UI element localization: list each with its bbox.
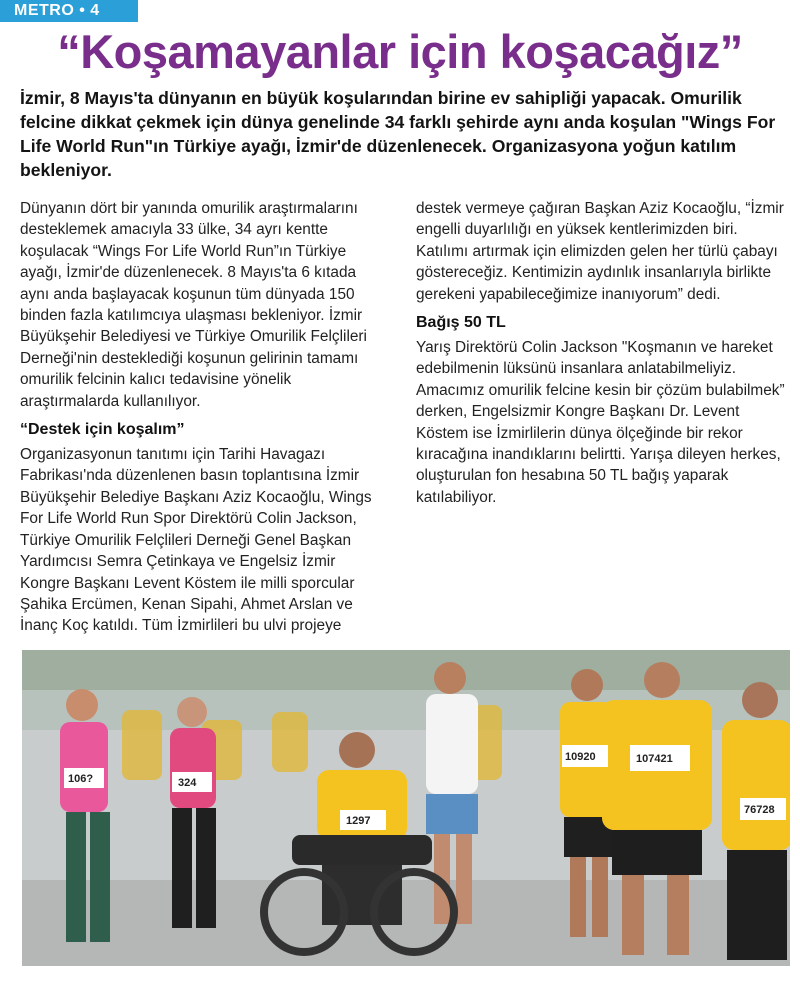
article-column-left — [20, 198, 383, 637]
section-label: METRO • 4 — [0, 0, 138, 22]
runner-yellow-right — [722, 682, 790, 960]
bib-2: 324 — [178, 777, 197, 789]
bib-4: 107421 — [636, 753, 673, 765]
runner-pink-left — [60, 689, 110, 942]
subheading-destek: “Destek için koşalım” — [20, 421, 185, 439]
subheading-bagis: Bağış 50 TL — [416, 314, 506, 332]
article-column-right — [416, 198, 790, 508]
lead-paragraph: İzmir, 8 Mayıs'ta dünyanın en büyük koşularından birine ev sahipliği yapacak. Omurilik felcine dikkat çekmek için dünya genelinde 34 farklı şehirde aynı anda koşulan "Wings For Life World Run"ın Türkiye ayağı, İzmir'de düzenlenecek. Organizasyona yoğun katılım bekleniyor. — [20, 88, 776, 180]
bib-6: 1297 — [346, 815, 371, 827]
bib-3: 10920 — [565, 751, 596, 763]
body-paragraph-2-continued: destek vermeye çağıran Başkan Aziz Kocaoğlu, “İzmir engelli duyarlılığı en yüksek kentlerimizden biri. Katılımı artırmak için elimizden gelen her türlü çabayı göstereceğiz. Kentimizin aydınlık insanlarıyla birlikte gerekeni yapabileceğimize inanıyorum” dedi. — [416, 200, 784, 303]
headline: “Koşamayanlar için koşacağız” — [57, 25, 743, 78]
bib-5: 76728 — [744, 804, 775, 816]
body-paragraph-2: Organizasyonun tanıtımı için Tarihi Havagazı Fabrikası'nda düzenlenen basın toplantısına İzmir Büyükşehir Belediye Başkanı Aziz Kocaoğlu, Wings For Life World Run Spor Direktörü Colin Jackson, Türkiye Omurilik Felçlileri Derneği Genel Başkan Yardımcısı Semra Çetinkaya ve Engelsiz İzmir Kongre Başkanı Levent Köstem ile milli sporcular Şahika Ercümen, Kenan Sipahi, Ahmet Arslan ve İnanç Koç katıldı. Tüm İzmirlileri bu ulvi projeye — [20, 446, 372, 635]
runners-illustration — [22, 650, 790, 966]
bib-1: 106? — [68, 773, 94, 785]
body-paragraph-1: Dünyanın dört bir yanında omurilik araştırmalarını desteklemek amacıyla 33 ülke, 34 ayrı kentte koşulacak “Wings For Life World Run”ın Türkiye ayağı, İzmir'de düzenlenecek. 8 Mayıs'ta 6 kıtada aynı anda başlayacak koşunun tüm dünyada 150 binden fazla katılımcıya ulaşması bekleniyor. İzmir Büyükşehir Belediyesi ve Türkiye Omurilik Felçlileri Derneği'nin desteklediği koşunun gelirinin tamamı omurilik felcinin kalıcı tedavisine yönelik araştırmalarda kullanılıyor. — [20, 200, 367, 410]
body-paragraph-3: Yarış Direktörü Colin Jackson "Koşmanın ve hareket edebilmenin lüksünü insanlara anlatabilmeliyiz. Amacımız omurilik felcine kesin bir çözüm bulabilmek” derken, Engelsizmir Kongre Başkanı Dr. Levent Köstem ise İzmirlilerin dünya ölçeğinde bir rekor kıracağına inandıklarını belirtti. Yarışa dileyen herkes, oluşturulan fon hesabına 50 TL bağış yaparak katılabiliyor. — [416, 339, 785, 506]
runners-photo — [22, 650, 790, 966]
